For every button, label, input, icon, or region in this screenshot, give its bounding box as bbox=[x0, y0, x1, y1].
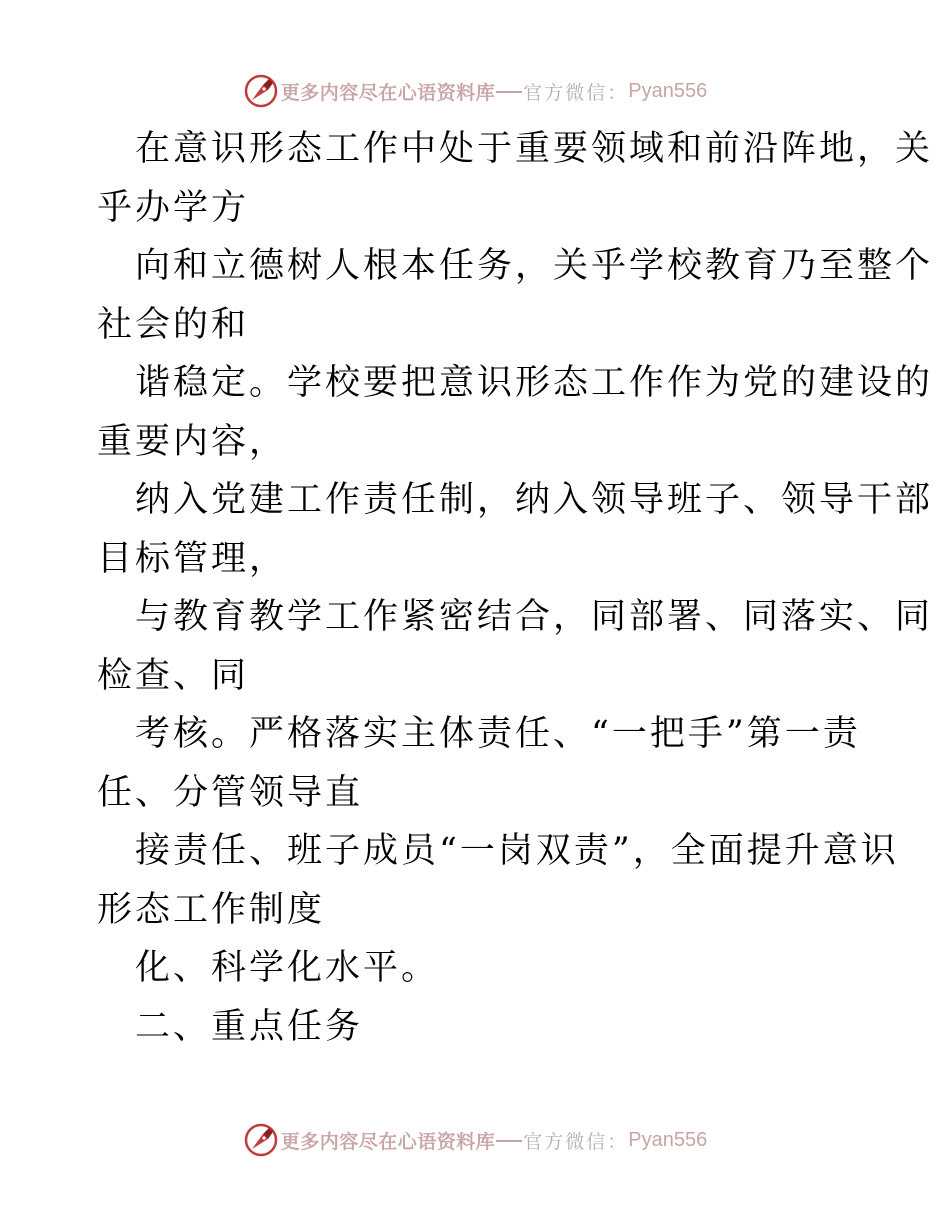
watermark-label: 官方微信： bbox=[523, 1130, 629, 1153]
watermark-dash bbox=[496, 1140, 522, 1142]
text-line: 在意识形态工作中处于重要领域和前沿阵地，关 bbox=[135, 129, 934, 169]
pen-nib-logo-icon bbox=[243, 73, 279, 109]
text-line: 考核。严格落实主体责任、“一把手”第一责 bbox=[135, 714, 861, 754]
text-line: 重要内容， bbox=[97, 421, 288, 462]
pen-nib-logo-icon bbox=[243, 1122, 279, 1158]
text-line: 任、分管领导直 bbox=[97, 772, 364, 813]
watermark-account: Pyan556 bbox=[628, 1128, 708, 1151]
footer-watermark bbox=[0, 1120, 950, 1160]
text-line: 社会的和 bbox=[97, 304, 250, 345]
watermark-label: 官方微信： bbox=[523, 81, 629, 104]
document-body bbox=[97, 120, 934, 1056]
text-line: 接责任、班子成员“一岗双责”，全面提升意识 bbox=[135, 831, 899, 871]
text-line: 乎办学方 bbox=[97, 187, 250, 228]
text-line: 向和立德树人根本任务，关乎学校教育乃至整个 bbox=[135, 246, 934, 286]
header-watermark bbox=[0, 71, 950, 111]
text-line: 谐稳定。学校要把意识形态工作作为党的建设的 bbox=[135, 363, 934, 403]
text-line: 与教育教学工作紧密结合，同部署、同落实、同 bbox=[135, 597, 934, 637]
watermark-account: Pyan556 bbox=[628, 79, 708, 102]
text-line: 检查、同 bbox=[97, 655, 250, 696]
watermark-site-text: 更多内容尽在心语资料库 bbox=[280, 1130, 496, 1153]
text-line: 形态工作制度 bbox=[97, 889, 326, 930]
watermark-site-text: 更多内容尽在心语资料库 bbox=[280, 81, 496, 104]
text-line: 化、科学化水平。 bbox=[135, 948, 440, 988]
section-heading: 二、重点任务 bbox=[135, 1006, 364, 1047]
text-line: 纳入党建工作责任制，纳入领导班子、领导干部 bbox=[135, 480, 934, 520]
text-line: 目标管理， bbox=[97, 538, 288, 579]
watermark-dash bbox=[496, 91, 522, 93]
